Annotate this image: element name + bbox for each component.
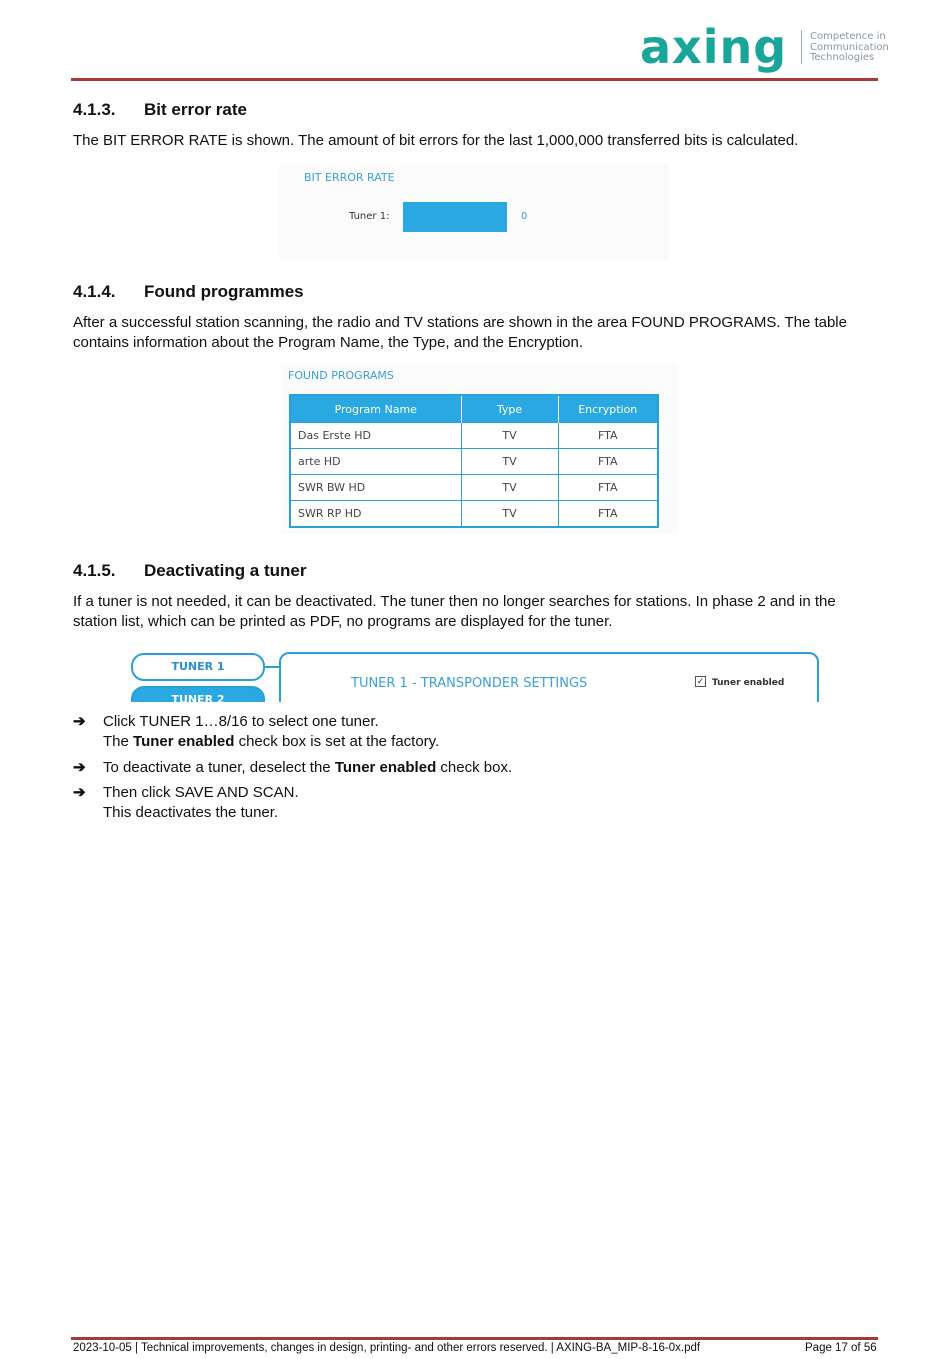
bit-error-rate-figure [279,163,669,260]
footer-info: 2023-10-05 | Technical improvements, changes in design, printing- and other errors reserved. | AXING-BA_MIP-8-16-0x.pdf [73,1342,701,1354]
tab-tuner-2[interactable]: TUNER 2 [131,686,265,702]
axing-logo: axing [640,20,788,74]
arrow-icon: ➔ [73,784,86,801]
cell-type: TV [461,475,558,501]
table-row [290,475,658,501]
header-rule [71,78,878,81]
cell-program-name: SWR RP HD [290,501,461,528]
step-1 [73,712,873,752]
arrow-icon: ➔ [73,759,86,776]
heading-title: Bit error rate [144,100,247,119]
tuner-settings-figure [128,650,820,702]
cell-encryption: FTA [558,475,658,501]
figure-title: FOUND PROGRAMS [288,369,394,382]
heading-title: Found programmes [144,282,304,301]
heading-4-1-3 [73,99,247,121]
logo-tagline [810,32,889,64]
cell-encryption: FTA [558,423,658,449]
paragraph-bit-error-rate: The BIT ERROR RATE is shown. The amount of bit errors for the last 1,000,000 transferred bits is calculated. [73,132,799,149]
tuner-label: Tuner 1: [349,211,390,222]
step-text [103,783,863,823]
cell-program-name: arte HD [290,449,461,475]
step-3 [73,783,873,823]
cell-encryption: FTA [558,449,658,475]
found-programs-table [289,394,659,528]
cell-encryption: FTA [558,501,658,528]
column-header: Program Name [290,395,461,423]
text-bold: Tuner enabled [133,733,235,750]
heading-number: 4.1.5. [73,561,116,580]
step-line: This deactivates the tuner. [103,804,279,821]
text-bold: Tuner enabled [334,759,437,776]
arrow-icon: ➔ [73,713,86,730]
table-row [290,501,658,528]
heading-4-1-4 [73,281,304,303]
footer-rule [71,1337,878,1340]
transponder-settings-panel [279,652,819,702]
page-number: Page 17 of 56 [805,1342,877,1354]
step-2 [73,758,873,778]
ber-value: 0 [521,211,528,222]
ber-bar [403,202,507,232]
step-line: Click TUNER 1…8/16 to select one tuner. [103,713,379,730]
logo-divider [801,30,802,64]
cell-type: TV [461,501,558,528]
step-line [103,732,863,752]
tuner-enabled-label: Tuner enabled [712,678,785,688]
heading-title: Deactivating a tuner [144,561,307,580]
heading-number: 4.1.3. [73,100,116,119]
tuner-enabled-checkbox[interactable]: ✓ [696,676,705,686]
column-header: Type [461,395,558,423]
heading-number: 4.1.4. [73,282,116,301]
tagline-line-2: Communication [810,41,889,53]
tagline-line-1: Competence in [810,31,886,42]
text-run: The [103,733,134,750]
cell-program-name: Das Erste HD [290,423,461,449]
column-header: Encryption [558,395,658,423]
cell-type: TV [461,449,558,475]
cell-type: TV [461,423,558,449]
text-run: check box is set at the factory. [234,733,440,750]
panel-title: TUNER 1 - TRANSPONDER SETTINGS [351,676,588,691]
step-line: Then click SAVE AND SCAN. [103,784,299,801]
found-programs-figure [281,364,678,534]
table-header-row [290,395,658,423]
table-row [290,423,658,449]
heading-4-1-5 [73,560,307,582]
tab-connector [265,666,279,668]
table-row [290,449,658,475]
text-run: To deactivate a tuner, deselect the [103,759,335,776]
figure-title: BIT ERROR RATE [304,171,395,184]
tab-tuner-1[interactable]: TUNER 1 [131,653,265,681]
step-text [103,758,863,778]
paragraph-deactivating-tuner: If a tuner is not needed, it can be deactivated. The tuner then no longer searches for stations. In phase 2 and in the station list, which can be printed as PDF, no programs are displayed for the tuner. [73,593,836,630]
tagline-line-3: Technologies [810,52,875,63]
paragraph-found-programmes: After a successful station scanning, the radio and TV stations are shown in the area FOUND PROGRAMS. The table contains information about the Program Name, the Type, and the Encryption. [73,314,847,351]
text-run: check box. [436,759,513,776]
step-text [103,712,863,752]
cell-program-name: SWR BW HD [290,475,461,501]
